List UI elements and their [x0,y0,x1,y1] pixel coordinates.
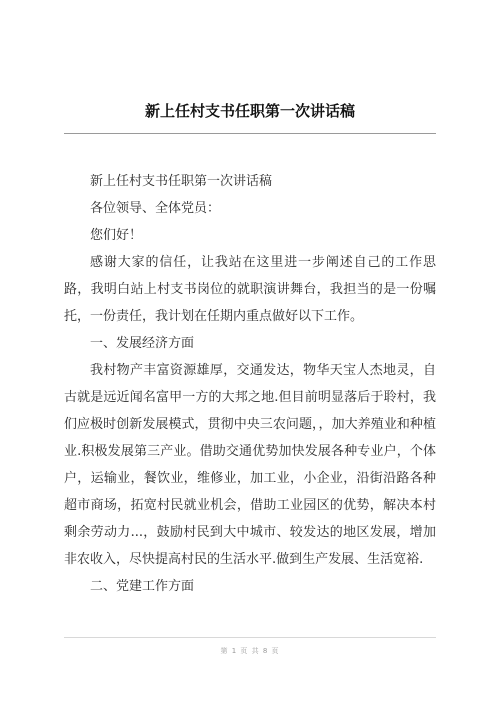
paragraph-intro: 感谢大家的信任，让我站在这里进一步阐述自己的工作思路，我明白站上村支书岗位的就职演讲舞台，我担当的是一份嘱托，一份责任，我计划在任期内重点做好以下工作。 [64,255,436,324]
paragraph-greeting: 您们好！ [90,228,143,243]
title-divider [64,133,436,134]
page-number: 第 1 页 共 8 页 [220,647,280,655]
document-body [64,168,436,600]
paragraph-heading: 新上任村支书任职第一次讲话稿 [90,174,273,189]
section-heading-party: 二、党建工作方面 [90,579,195,594]
footer-divider [64,637,436,638]
document-title: 新上任村支书任职第一次讲话稿 [144,102,355,120]
paragraph-salutation: 各位领导、全体党员： [90,201,221,216]
paragraph-economy: 我村物产丰富资源雄厚，交通发达，物华天宝人杰地灵，自古就是远近闻名富甲一方的大邦之地.但目前明显落后于聆村，我们应极时创新发展模式，贯彻中央三农问题，，加大养殖业和种植业.积极发展第三产业。借助交通优势加快发展各种专业户，个体户，运输业，餐饮业，维修业，加工业，小企业，沿街沿路各种超市商场，拓宽村民就业机会，借助工业园区的优势，解决本村剩余劳动力...，鼓励村民到大中城市、较发达的地区发展，增加非农收入，尽快提高村民的生活水平.做到生产发展、生活宽裕. [64,363,436,567]
section-heading-economy: 一、发展经济方面 [90,336,195,351]
